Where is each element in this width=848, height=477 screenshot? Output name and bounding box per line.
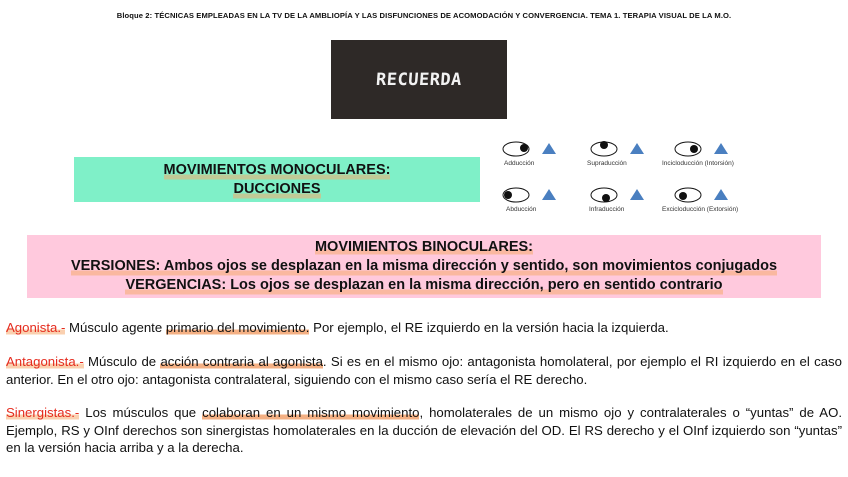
- binoculares-box: [27, 235, 821, 298]
- antagonista-highlight: acción contraria al agonista: [160, 354, 323, 369]
- agonista-text-rest: Por ejemplo, el RE izquierdo en la versión hacia la izquierda.: [309, 320, 669, 335]
- agonista-highlight: primario del movimiento.: [165, 320, 310, 335]
- recuerda-banner: [331, 40, 507, 119]
- recuerda-label: RECUERDA: [375, 69, 463, 90]
- sinergistas-term: Sinergistas.-: [6, 405, 80, 420]
- eye-movement-supraduction: [588, 138, 648, 165]
- eye-icon: [500, 138, 560, 160]
- vergencias-text: Los ojos se desplazan en la misma dirección, pero en sentido contrario: [226, 277, 723, 293]
- eye-movement-abduction: [500, 184, 560, 211]
- movement-label: Excicloducción (Extorsión): [662, 206, 739, 213]
- eye-movement-adduction: [500, 138, 560, 165]
- agonista-paragraph: [6, 319, 842, 337]
- agonista-term: Agonista.-: [6, 320, 66, 335]
- page-header: Bloque 2: TÉCNICAS EMPLEADAS EN LA TV DE LA AMBLIOPÍA Y LAS DISFUNCIONES DE ACOMODACIÓN Y CONVERGENCIA. TEMA 1. TERAPIA VISUAL DE LA M.O.: [116, 11, 732, 20]
- monoculares-box: [74, 157, 480, 202]
- monoculares-title: MOVIMIENTOS MONOCULARES:: [163, 161, 391, 178]
- movement-label: Adducción: [504, 160, 535, 167]
- versiones-text: Ambos ojos se desplazan en la misma dirección y sentido, son movimientos conjugados: [160, 258, 778, 274]
- sinergistas-text: Los músculos que: [79, 405, 203, 420]
- vergencias-term: VERGENCIAS:: [125, 277, 227, 293]
- binoculares-title: MOVIMIENTOS BINOCULARES:: [314, 239, 534, 255]
- eye-movement-incycloduction: [662, 138, 734, 167]
- eye-icon: [500, 184, 560, 206]
- eye-icon: [672, 138, 732, 160]
- eye-movement-excycloduction: [662, 184, 739, 213]
- eye-icon: [672, 184, 732, 206]
- ducciones-title: DUCCIONES: [233, 180, 321, 197]
- movement-label: Abducción: [506, 206, 537, 213]
- sinergistas-text-rest: , homolaterales de un mismo ojo y contralaterales o “yuntas” de AO. Ejemplo, RS y OInf derechos son sinergistas homolaterales en la ducción de elevación del OD. El RS derecho y el OInf izquierdo son “yuntas” en la versión hacia arriba y a la derecha.: [6, 405, 843, 455]
- movement-label: Incicloducción (Intorsión): [662, 160, 734, 167]
- sinergistas-highlight: colaboran en un mismo movimiento: [202, 405, 420, 420]
- eye-icon: [588, 184, 648, 206]
- movement-label: Supraducción: [587, 160, 627, 167]
- eye-movement-infraduction: [588, 184, 648, 211]
- versiones-term: VERSIONES:: [70, 258, 161, 274]
- eye-movements-diagram: [500, 138, 760, 218]
- sinergistas-paragraph: [6, 404, 842, 457]
- eye-icon: [588, 138, 648, 160]
- antagonista-text-rest: . Si es en el mismo ojo: antagonista homolateral, por ejemplo el RI izquierdo en el caso anterior. En el otro ojo: antagonista contralateral, siguiendo con el mismo caso sería el RE derecho.: [6, 354, 842, 387]
- antagonista-text: Músculo de: [83, 354, 161, 369]
- movement-label: Infraducción: [589, 206, 625, 213]
- antagonista-term: Antagonista.-: [6, 354, 84, 369]
- antagonista-paragraph: [6, 353, 842, 388]
- agonista-text: Músculo agente: [65, 320, 166, 335]
